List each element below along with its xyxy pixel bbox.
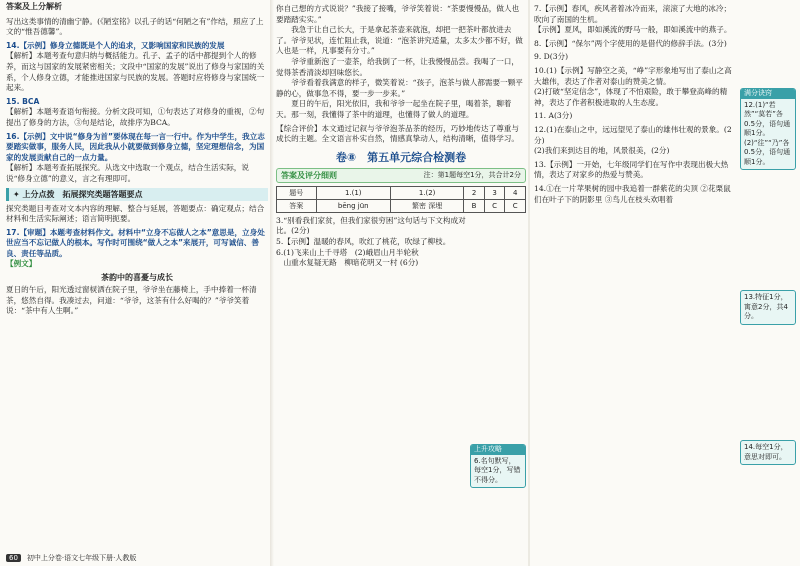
q13-answer: 13.【示例】一开始，七年级同学们在写作中表现出极大热情，表达了对家乡的热爱与赞美。 <box>534 159 729 180</box>
q17-model-label: 【例文】 <box>6 259 37 269</box>
q10-answer-b: (2)打破“坚定信念”，体现了不怕艰险，敢于攀登高峰的精神，表达了作者积极进取的人生态度。 <box>534 87 728 107</box>
intro-paragraph: 写出这类事情的清幽宁静。(《陋室铭》以孔子的话“何陋之有”作结，照应了上文的“惟吾德馨”。 <box>6 16 264 37</box>
page-header-title: 答案及上分解析 <box>6 2 62 11</box>
answer-rules-note: 注：第1题每空1分，共合计2分 <box>423 171 521 180</box>
table-cell: C <box>505 199 526 212</box>
q12-answer-b: (2)我们来到达目的地，风景很美，(2分) <box>534 146 670 156</box>
table-cell: C <box>484 199 505 212</box>
answer-rules-label: 答案及评分细则 <box>281 170 337 180</box>
table-cell: B <box>464 199 484 212</box>
q12-answer: 12.(1)在泰山之中，远远望见了泰山的雄伟壮观的景象。(2分) <box>534 124 732 145</box>
overall-comment: 【综合评价】本文通过记叙与爷爷泡茶品茶的经历，巧妙地传达了尊重与成长的主题。全文语言朴实自然，情感真挚动人，结构清晰，值得学习。 <box>276 123 519 144</box>
table-cell: 3 <box>484 186 505 199</box>
q15-explanation: 【解析】本题考查语句衔接。分析文段可知，①句表达了对修身的重视，②句提出了修身的方法，③句是结论，故排序为BCA。 <box>6 107 265 127</box>
q6-answer-b: 山重水复疑无路 柳暗花明又一村 (6分) <box>276 258 419 268</box>
essay-paragraph-3: 爷爷重新泡了一壶茶，给我倒了一杯，让我慢慢品尝。我喝了一口，觉得茶香清淡却回味悠长。 <box>276 56 519 77</box>
q7-answer: 7.【示例】春风，疾风者着冰冷而来，滚滚了大地的冰冷；吹向了南国的生机。 <box>534 4 732 24</box>
q17-heading: 17.【审题】本题考查材料作文。材料中“立身不忘做人之本”意思是，立身处世应当不忘记做人的根本。写作时可围绕“做人之本”来展开，可写诚信、善良、责任等品质。 <box>6 227 265 258</box>
strategy-sidebox <box>470 444 526 488</box>
table-row-label: 题号 <box>277 186 317 199</box>
middle-column <box>276 0 526 484</box>
table-row-label: 答案 <box>277 199 317 212</box>
scoring-sidebox-title: 满分诀窍 <box>741 89 795 99</box>
essay-paragraph-1: 你自己想的方式说说？”我接了接嘴，爷爷笑着说：“茶要慢慢品，做人也要踏踏实实。” <box>276 4 520 24</box>
q16-heading: 16.【示例】文中说“修身为首”要体现在每一言一行中。作为中学生，我立志要踏实做事，服务人民，因此我从小就要做到修身立德，坚定理想信念，为国家的发展贡献自己的一点力量。 <box>6 131 265 162</box>
q6-answer-a: 6.(1)飞来山上千寻塔 (2)峨眉山月半轮秋 <box>276 247 419 257</box>
q7-answer-b: 【示例】夏风，即如溪流的野马一般，即如溪流中的燕子。 <box>534 25 732 35</box>
table-cell: 4 <box>505 186 526 199</box>
page-fold <box>270 0 274 566</box>
strategy-sidebox-title: 上升攻略 <box>471 445 525 455</box>
table-cell: 2 <box>464 186 484 199</box>
essay-paragraph-4: 爷爷看着我满意的样子，微笑着说：“孩子，泡茶与做人都需要一颗平静的心，做事急不得，要一步一步来。” <box>276 78 523 98</box>
q15-heading: 15. BCA <box>6 96 40 106</box>
table-cell: bēng jūn <box>316 199 390 212</box>
right-column <box>534 0 796 461</box>
table-cell: 1.(1) <box>316 186 390 199</box>
essay-paragraph-5: 夏日的午后，阳光依旧，我和爷爷一起坐在院子里，喝着茶，聊着天。那一刻，我懂得了茶中的道理，也懂得了做人的道理。 <box>276 99 512 119</box>
table-cell: 繁密 深埋 <box>390 199 463 212</box>
scoring-sidebox-body: 12.(1)“若然”“莫若”各0.5分，语句通顺1分。(2)“往”“乃”各0.5分，语句通顺1分。 <box>744 100 791 166</box>
q14-scoring-sidebox <box>740 440 796 465</box>
table-row <box>277 186 526 199</box>
q16-explanation: 【解析】本题考查拓展探究。从选文中选取一个观点，结合生活实际，说说“修身立德”的意义，言之有理即可。 <box>6 163 249 183</box>
essay-paragraph-2: 我急于让自己长大，于是拿起茶壶来就泡，却把一把茶叶都放进去了。爷爷见状，连忙阻止我，说道：“泡茶讲究适量，太多太少都不好，做人也是一样，凡事要有分寸。” <box>276 25 523 56</box>
lightbulb-icon: ✦ <box>13 189 23 199</box>
scoring-sidebox <box>740 88 796 170</box>
strategy-sidebox-body: 6.名句默写，每空1分，写错不得分。 <box>474 456 521 484</box>
page-footer <box>6 553 136 563</box>
q14-scoring-body: 14.每空1分，意思对即可。 <box>744 443 788 461</box>
essay-body: 夏日的午后，阳光透过窗棂洒在院子里，爷爷坐在藤椅上，手中捧着一杯清茶，悠然自得。我凑过去，问道：“爷爷，这茶有什么好喝的？”爷爷笑着说：“茶中有人生啊。” <box>6 285 257 316</box>
left-column <box>6 0 268 317</box>
table-cell: 1.(2) <box>390 186 463 199</box>
tips-section-bar <box>6 188 268 201</box>
q3-answer: 3.“别看我们家贫，但我们家很穷困”这句话与下文构成对比。(2分) <box>276 215 466 236</box>
q14-heading: 14.【示例】修身立德既是个人的追求，又影响国家和民族的发展 <box>6 40 225 50</box>
answer-table <box>276 186 526 213</box>
page-number: 60 <box>6 554 21 562</box>
q13-scoring-body: 13.特征1分，寓意2分，共4分。 <box>744 293 788 320</box>
q10-answer: 10.(1)【示例】写静空之美，“峥”字形象地写出了泰山之高大雄伟，表达了作者对泰山的赞美之情。 <box>534 65 732 86</box>
table-row <box>277 199 526 212</box>
unit-test-title: 卷⑧ 第五单元综合检测卷 <box>335 150 467 164</box>
q9-answer: 9. D(3分) <box>534 52 569 62</box>
tips-section-title: 上分点拨 拓展探究类题答题要点 <box>22 189 143 199</box>
q14-answer: 14.①在一片苹果树的园中我追着一群紫花的尖顶 ②花栗鼠们在叶子下的阴影里 ③鸟儿在枝头欢唱着 <box>534 183 731 204</box>
answer-rules-bar <box>276 168 526 183</box>
q5-answer: 5.【示例】温暖的春风，吹红了桃花，吹绿了柳枝。 <box>276 236 451 246</box>
q13-scoring-sidebox <box>740 290 796 325</box>
column-divider <box>528 0 530 566</box>
q11-answer: 11. A(3分) <box>534 111 573 121</box>
q14-explanation: 【解析】本题考查句意归纳与概括能力。孔子、孟子的话中都提到个人的修养，而这与国家的发展紧密相关；文段中“国家的发展”说出了修身与家国的关系，个人修身立德，才能推进国家与民族的发展。答题时应将修身与家国统一起来。 <box>6 51 265 93</box>
series-name: 初中上分卷·语文七年级下册·人教版 <box>26 554 137 562</box>
tips-section-body: 探究类题目考查对文本内容的理解、整合与延展，答题要点：确定观点；结合材料和生活实际阐述；语言简明扼要。 <box>6 203 265 224</box>
q8-answer: 8.【示例】“保尔”两个字使用的是借代的修辞手法。(3分) <box>534 38 727 48</box>
essay-title: 茶韵中的喜憂与成长 <box>101 272 173 283</box>
